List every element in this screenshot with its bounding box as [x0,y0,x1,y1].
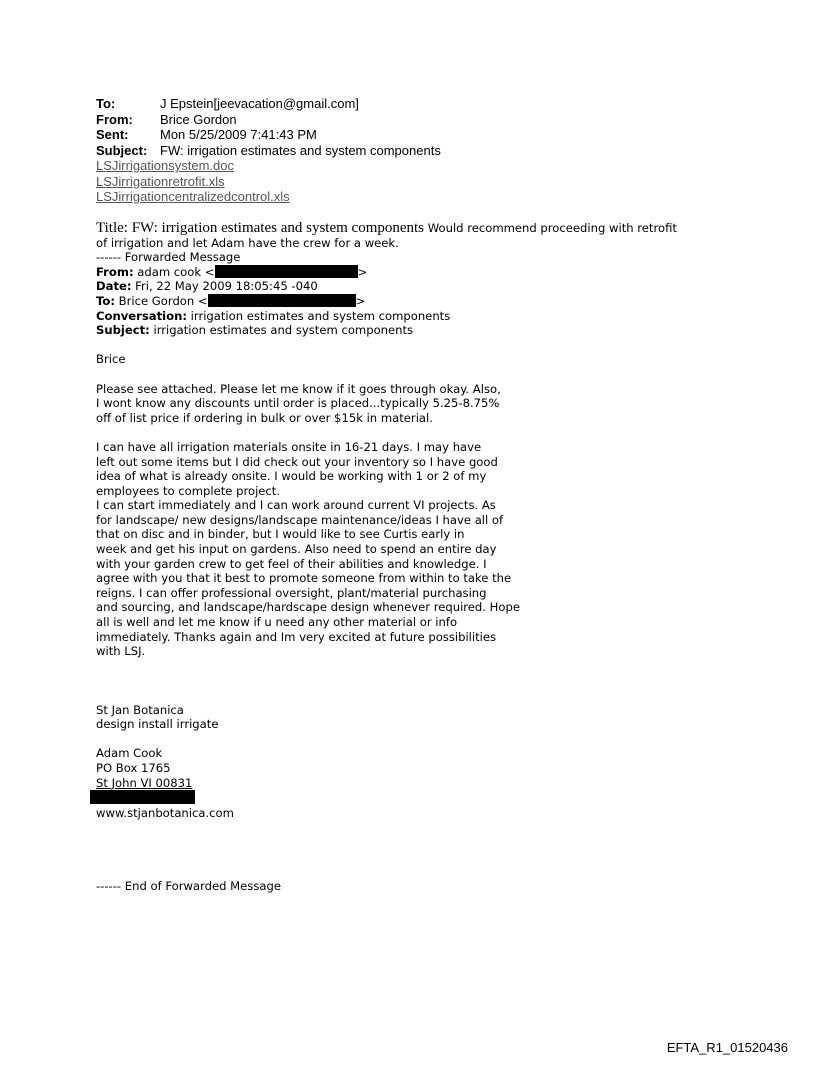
from-label: From: [96,111,133,127]
signature [96,703,756,821]
attachment-link[interactable]: LSJirrigationsystem.doc [96,158,234,173]
fwd-to-end: > [355,293,366,308]
fwd-subject-label: Subject: [96,323,150,338]
text-line: with your garden crew to get feel of their abilities and knowledge. I [96,556,487,571]
from-row [96,112,441,128]
text-line: off of list price if ordering in bulk or over $15k in material. [96,410,433,425]
text-line: immediately. Thanks again and Im very excited at future possibilities [96,629,497,644]
subject-row [96,143,441,159]
sig-pobox: PO Box 1765 [96,760,171,775]
redaction-bar [208,294,356,307]
subject-label: Subject: [96,142,148,158]
forwarded-end: ------ End of Forwarded Message [96,878,281,893]
redaction-bar [90,790,195,804]
fwd-conversation-row [96,309,756,324]
text-line: employees to complete project. [96,483,281,498]
sent-label: Sent: [96,127,129,142]
text-line: I can have all irrigation materials onsite in 16-21 days. I may have [96,439,482,454]
fwd-subject-row [96,323,756,338]
text-line: with LSJ. [96,644,146,659]
fwd-from-row [96,265,756,280]
paragraph-1 [96,382,756,426]
title-line [96,221,756,236]
subject-value: FW: irrigation estimates and system components [160,142,441,158]
forwarded-start: ------ Forwarded Message [96,250,241,265]
text-line: reigns. I can offer professional oversight, plant/material purchasing [96,585,487,600]
fwd-to-value: Brice Gordon < [114,293,208,308]
text-line: I wont know any discounts until order is placed...typically 5.25-8.75% [96,396,500,411]
text-line: left out some items but I did check out your inventory so I have good [96,454,498,469]
text-line: for landscape/ new designs/landscape maintenance/ideas I have all of [96,512,504,527]
text-line: agree with you that it best to promote someone from within to take the [96,571,512,586]
text-line: all is well and let me know if u need any other material or info [96,615,458,630]
text-line: idea of what is already onsite. I would be working with 1 or 2 of my [96,469,487,484]
to-value: J Epstein[jeevacation@gmail.com] [160,96,359,111]
fwd-from-value: adam cook < [133,264,215,279]
bates-number: EFTA_R1_01520436 [666,1040,788,1055]
email-body [96,221,756,893]
fwd-to-row [96,294,756,309]
fwd-from-label: From: [96,264,134,279]
fwd-to-label: To: [96,293,115,308]
email-header [96,96,441,205]
paragraph-2 [96,440,756,659]
to-row [96,96,441,112]
fwd-date-row [96,279,756,294]
fwd-subject-value: irrigation estimates and system components [149,323,414,338]
text-line: and sourcing, and landscape/hardscape design whenever required. Hope [96,600,520,615]
text-line: I can start immediately and I can work around current VI projects. As [96,498,496,513]
intro-line-2: of irrigation and let Adam have the crew for a week. [96,235,399,250]
title-text: Title: FW: irrigation estimates and system components [96,220,425,236]
greeting: Brice [96,352,126,367]
sig-tagline: design install irrigate [96,717,219,732]
sig-company: St Jan Botanica [96,702,184,717]
to-label: To: [96,96,116,111]
text-line: Please see attached. Please let me know if it goes through okay. Also, [96,381,501,396]
fwd-date-label: Date: [96,279,132,294]
intro-line-1: Would recommend proceeding with retrofit [424,221,677,235]
fwd-from-end: > [357,264,368,279]
sent-value: Mon 5/25/2009 7:41:43 PM [160,127,317,142]
sig-name: Adam Cook [96,746,163,761]
fwd-date-value: Fri, 22 May 2009 18:05:45 -040 [131,279,318,294]
sent-row [96,127,441,143]
text-line: that on disc and in binder, but I would like to see Curtis early in [96,527,465,542]
from-value: Brice Gordon [160,111,237,127]
fwd-conversation-value: irrigation estimates and system components [186,308,451,323]
attachment-link[interactable]: LSJirrigationretrofit.xls [96,173,225,189]
sig-website: www.stjanbotanica.com [96,805,234,820]
sig-city: St John VI 00831 [96,775,193,790]
fwd-conversation-label: Conversation: [96,308,187,323]
attachment-link[interactable]: LSJirrigationcentralizedcontrol.xls [96,189,290,204]
redaction-bar [215,265,358,278]
text-line: week and get his input on gardens. Also need to spend an entire day [96,542,497,557]
